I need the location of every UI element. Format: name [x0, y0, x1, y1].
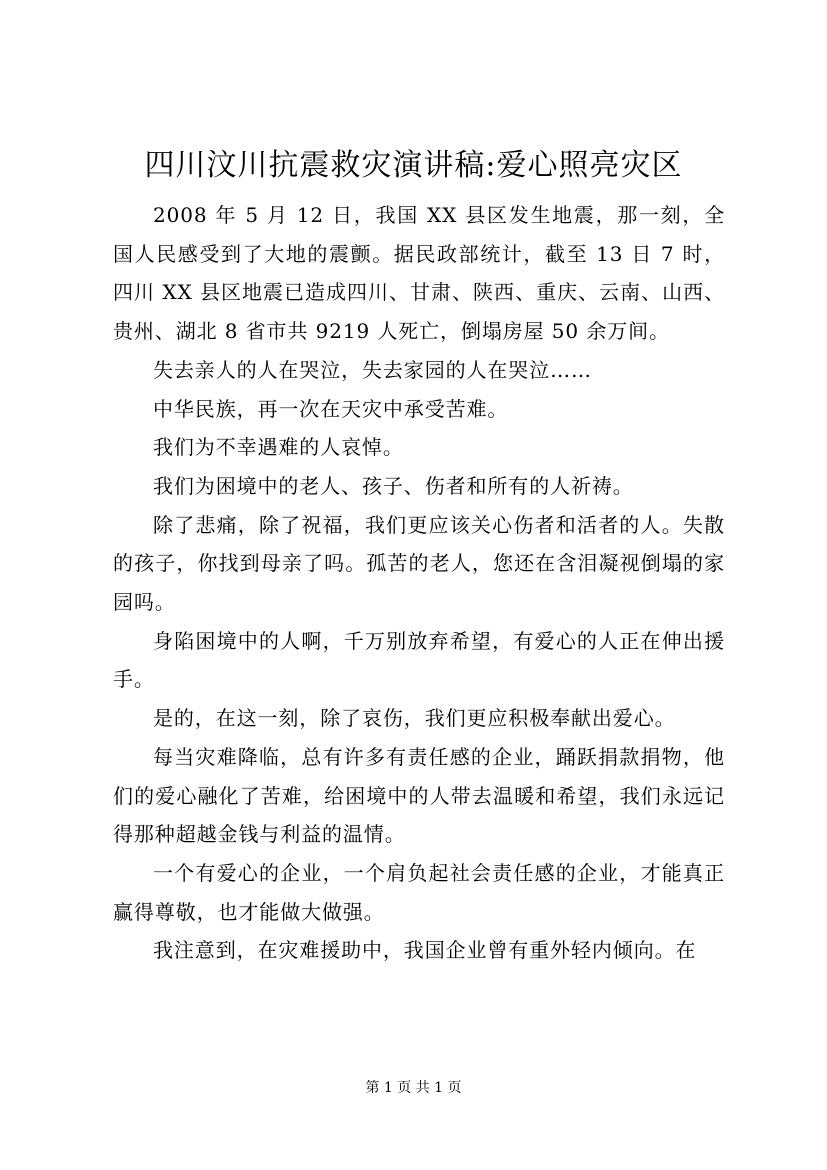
paragraph: 中华民族，再一次在天灾中承受苦难。 — [153, 396, 509, 421]
paragraph: 身陷困境中的人啊，千万别放弃希望，有爱心的人正在伸出援手。 — [113, 628, 725, 692]
paragraph: 是的，在这一刻，除了哀伤，我们更应积极奉献出爱心。 — [153, 706, 676, 731]
paragraph: 一个有爱心的企业，一个肩负起社会责任感的企业，才能真正赢得尊敬，也才能做大做强。 — [113, 860, 725, 924]
page-number-footer: 第 1 页 共 1 页 — [365, 1080, 462, 1096]
paragraph: 除了悲痛，除了祝福，我们更应该关心伤者和活者的人。失散的孩子，你找到母亲了吗。孤苦的老人，您还在含泪凝视倒塌的家园吗。 — [113, 512, 725, 615]
paragraph: 失去亲人的人在哭泣，失去家园的人在哭泣…… — [153, 357, 592, 382]
document-body — [113, 196, 725, 970]
document-title: 四川汶川抗震救灾演讲稿:爱心照亮灾区 — [144, 148, 683, 183]
paragraph: 每当灾难降临，总有许多有责任感的企业，踊跃捐款捐物，他们的爱心融化了苦难，给困境中的人带去温暖和希望，我们永远记得那种超越金钱与利益的温情。 — [113, 744, 725, 847]
paragraph: 我们为不幸遇难的人哀悼。 — [153, 435, 404, 460]
paragraph: 我们为困境中的老人、孩子、伤者和所有的人祈祷。 — [153, 473, 634, 498]
paragraph: 我注意到，在灾难援助中，我国企业曾有重外轻内倾向。在 — [153, 938, 697, 963]
paragraph: 2008 年 5 月 12 日，我国 XX 县区发生地震，那一刻，全国人民感受到了大地的震颤。据民政部统计，截至 13 日 7 时，四川 XX 县区地震已造成四川、甘肃、陕西、重庆、云南、山西、贵州、湖北 8 省市共 9219 人死亡，倒塌房屋 50 余万间。 — [113, 203, 725, 344]
